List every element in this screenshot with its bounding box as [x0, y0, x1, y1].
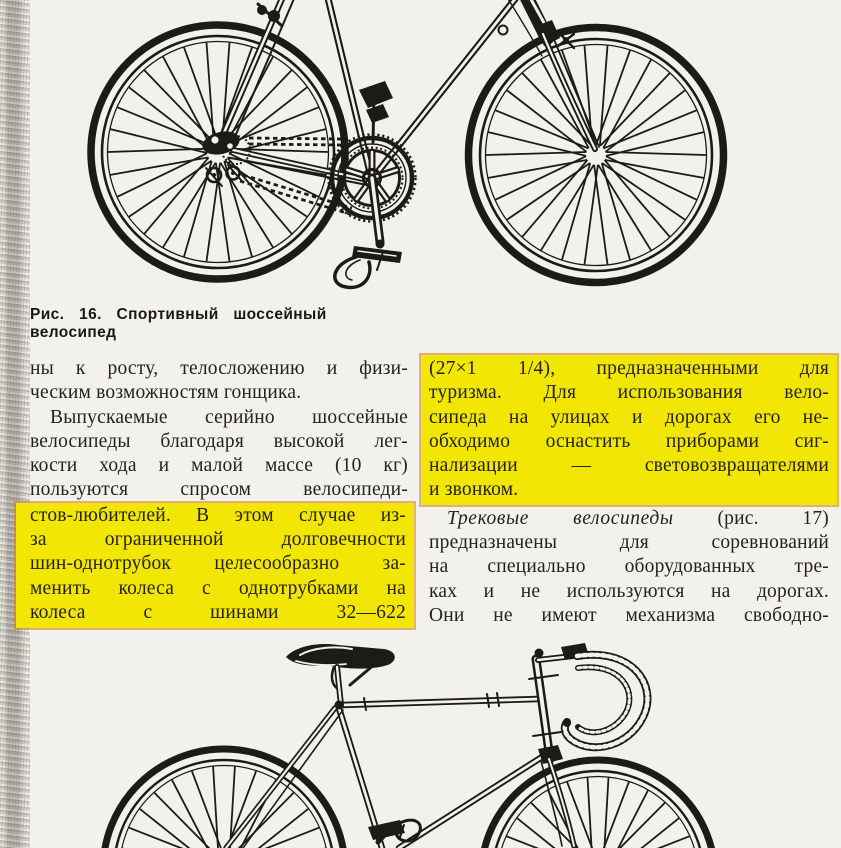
wheel-spoke [488, 132, 586, 156]
text-line: шин-однотрубок целесообразно за- [30, 553, 406, 575]
wheel-spoke [606, 132, 704, 156]
scan-gutter-edge [0, 0, 30, 848]
text-line: ческим возможностям гонщика. [30, 382, 302, 404]
pedal-with-toe-clip [335, 246, 402, 287]
text-line: и звонком. [429, 479, 519, 501]
left-column [30, 357, 408, 628]
figure-16-caption: Рис. 16. Спортивный шоссейный велосипед [30, 306, 327, 341]
text-line: нализации — световозвращателями [429, 455, 829, 477]
text-line: туризма. Для использования вело- [429, 382, 829, 404]
left-highlight-block [16, 503, 414, 628]
text-line: на специально оборудованных тре- [429, 556, 829, 578]
text-line: кости хода и малой массе (10 кг) [30, 455, 408, 477]
text-line: обходимо оснастить приборами сиг- [429, 430, 829, 452]
saddle [286, 644, 395, 709]
wheel-spoke [129, 828, 214, 848]
wheel-spoke [207, 43, 214, 142]
text-line: Выпускаемые серийно шоссейные [50, 406, 408, 428]
text-line: стов-любителей. В этом случае из- [30, 504, 406, 526]
text-line: предназначены для соревнований [429, 532, 829, 554]
text-line: за ограниченной долговечности [30, 529, 406, 551]
right-column-paragraphs [429, 531, 829, 628]
right-highlight-block [421, 355, 837, 505]
text-line: пользуются спросом велосипеди- [30, 479, 408, 501]
front-wheel [469, 28, 724, 283]
text-line: менить колеса с однотрубками на [30, 577, 406, 599]
track-bicycles-italic: Трековые велосипеды [447, 507, 674, 529]
wheel-spoke [110, 129, 207, 153]
text-line: ны к росту, телосложению и физи- [30, 358, 408, 379]
right-column [429, 357, 829, 628]
text-columns [30, 357, 829, 628]
figure-17-track-bicycle-illustration [0, 637, 841, 848]
head-tube-and-fork [505, 0, 599, 149]
front-derailleur [359, 81, 393, 142]
wheel-spoke [602, 163, 630, 259]
text-line: колеса с шинами 32—622 [30, 601, 406, 623]
text-line: ках и не используются на дорогах. [429, 580, 829, 602]
wheel-spoke [154, 793, 218, 848]
text-line: (27×1 1/4), предназначенными для [429, 358, 829, 379]
track-bicycles-figure-ref: (рис. 17) [717, 507, 829, 529]
text-line: велосипеды благодаря высокой лег- [30, 430, 408, 452]
text-line: сипеда на улицах и дорогах его не- [429, 406, 829, 428]
track-bicycles-heading-line [429, 507, 829, 531]
drop-handlebar [563, 655, 647, 747]
text-line: Они не имеют механизма свободно- [429, 604, 829, 626]
rear-wheel [103, 749, 345, 848]
figure-16-road-bicycle-illustration [0, 0, 841, 302]
wheel-spoke [604, 110, 697, 148]
left-column-paragraphs [30, 357, 408, 503]
wheel-spoke [235, 828, 320, 848]
wheel-spoke [585, 165, 598, 265]
